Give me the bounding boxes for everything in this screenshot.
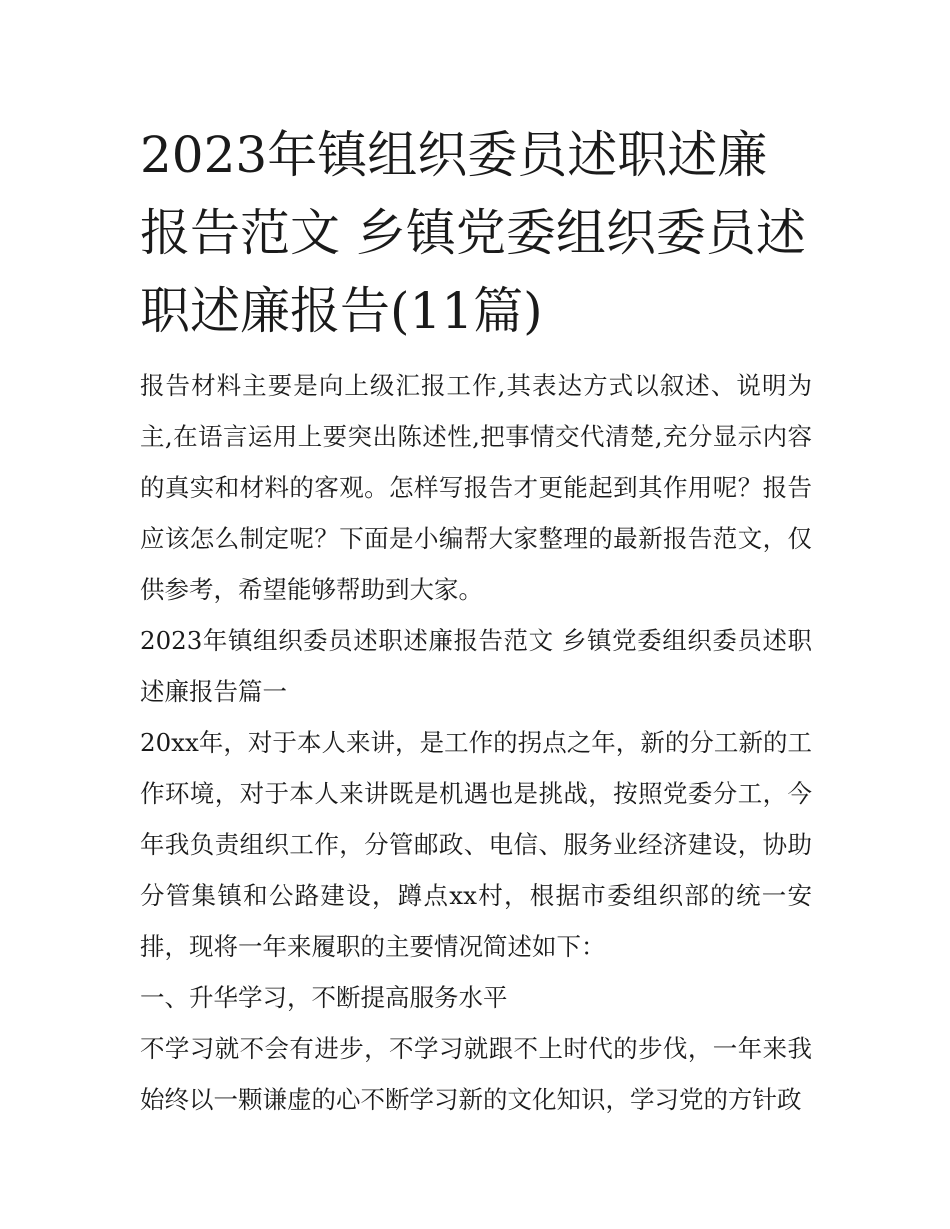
subheading-study: 一、升华学习，不断提高服务水平 (140, 983, 508, 1012)
body-paragraph: 不学习就不会有进步，不学习就跟不上时代的步伐，一年来我始终以一颗谦虚的心不断学习新的文化知识，学习党的方针政 (140, 1034, 812, 1114)
document-page (140, 116, 812, 1125)
body-paragraph: 20xx年，对于本人来讲，是工作的拐点之年，新的分工新的工作环境，对于本人来讲既是机遇也是挑战，按照党委分工，今年我负责组织工作，分管邮政、电信、服务业经济建设，协助分管集镇和公路建设，蹲点xx村，根据市委组织部的统一安排，现将一年来履职的主要情况简述如下： (140, 728, 812, 961)
intro-paragraph: 报告材料主要是向上级汇报工作,其表达方式以叙述、说明为主,在语言运用上要突出陈述性,把事情交代清楚,充分显示内容的真实和材料的客观。怎样写报告才更能起到其作用呢？报告应该怎么制定呢？下面是小编帮大家整理的最新报告范文，仅供参考，希望能够帮助到大家。 (140, 371, 812, 604)
document-title: 2023年镇组织委员述职述廉报告范文 乡镇党委组织委员述职述廉报告(11篇) (140, 126, 806, 340)
section-heading-part-one: 2023年镇组织委员述职述廉报告范文 乡镇党委组织委员述职述廉报告篇一 (140, 626, 812, 706)
